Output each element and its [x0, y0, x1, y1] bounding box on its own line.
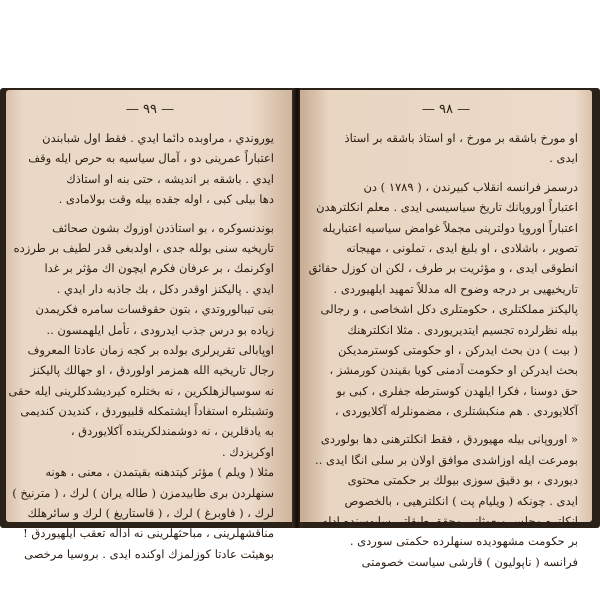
paragraph-gap: [322, 421, 578, 429]
text-line: حق دوسنا ، فكرا ايلهدن كوسترطه جفلرى ، كبى بو: [336, 383, 578, 398]
text-line: تاريخيه سنى بولله جدى ، اولدبغى قدر لطيف بر طرزده: [13, 240, 274, 255]
text-line: وتشبثلره استفاداً ايشتمكله قلبيوردق ، كنديدن كنديمى: [20, 404, 274, 419]
text-line: ديوردى ، بو دقيق سوزى بيولك بر حكمتى محتوى: [347, 473, 578, 488]
text-line: تاريخيهيى بر درجه وضوح اله مدللاً تمهيد ايلهيوردى .: [333, 281, 578, 296]
text-line: فرانسه ( ناپوليون ) قارشى سياست خصومتى: [361, 554, 578, 569]
text-line: آكلايوردى . هم منكبشتلرى ، مضمونلرله آكلايوردى ،: [334, 404, 578, 419]
text-line: مثلا ( ويلم ) مؤثر كيتدهنه بقيتمدن ، معنى ، هونه: [45, 465, 274, 480]
text-line: بر حكومت مشهوديده سنهلرده حكمتى سوردى .: [349, 534, 578, 549]
text-line: اعتباراً عمرينى دو ، آمال سياسيه به حرص ايله وقف: [28, 151, 274, 166]
text-line: بنى تيبالوروتدي ، بتون حقوقسات سامره فكريمدن: [35, 302, 274, 317]
right-page: [300, 90, 592, 569]
left-page: [6, 90, 294, 561]
text-line: اعتباراً اوروپا دولترينى مجملاً غوامض سياسيه اعتباريله: [322, 220, 578, 235]
text-line: درسمز فرانسه انقلاب كبيرندن ، ( ١٧٨٩ ) دن: [363, 179, 578, 194]
text-line: انطوقى ايدى ، و مؤثريت بر طرف ، لكن ان كوزل حقائق: [308, 261, 578, 276]
text-line: اوكريزدك .: [221, 444, 274, 459]
paragraph-gap: [322, 169, 578, 177]
text-line: زياده بو درس جذب ايدرودى ، تأمل ايلهمسون ..: [46, 322, 274, 337]
text-line: ايدى .: [549, 151, 578, 166]
text-line: بيله نظرلرده تجسيم ايتديريوردى . مثلا انكلترهنك: [347, 322, 578, 337]
text-line: بحث ايدركن او حكومت آدمنى كويا بقيندن كورمشز ،: [329, 363, 578, 378]
text-line: « اوروپانى بيله مهيوردق ، فقط انكلترهنى دها بولوردى: [320, 432, 578, 447]
right-page-number: — ٩٨ —: [421, 102, 471, 117]
text-line: اوپابالى تقريرلرى بولده بر كجه زمان عادتا المعروف: [27, 342, 274, 357]
right-page-text: [308, 128, 578, 572]
text-line: پاليكنز مملكتلرى ، حكومتلرى دكل اشخاصى ، و رجالى: [320, 302, 578, 317]
text-line: بومرعت ايله اوزاشدى موافق اولان بر سلى انگا ايدى ..: [315, 452, 578, 467]
open-book: [0, 88, 600, 569]
text-line: لرك ، ( فاوبرغ ) لرك ، ( قاستاريغ ) لرك و سائرهلك: [27, 506, 274, 521]
text-line: به يادقلرين ، نه دوشمندلكرينده آكلايوردق ،: [70, 424, 274, 439]
left-page-text: [8, 128, 274, 564]
paragraph-gap: [22, 210, 274, 218]
text-line: تصوير ، باشلادى ، او بلبغ ايدى ، تملونى ، مهيجانه: [346, 240, 578, 255]
left-page-number: — ٩٩ —: [125, 102, 175, 117]
text-line: سنهلردن برى طابيدمزن ( طاله يران ) لرك ، ( مترنيخ ): [12, 485, 274, 500]
text-line: اعتباراً اوروپانك تاريخ سياسيسى ايدى . معلم انكلترهدن: [316, 200, 578, 215]
text-line: ايدي . پاليكنز اوقدر دكل ، بك جاذبه دار ايدي .: [56, 281, 274, 296]
text-line: بوندنسوكره ، بو استاذدن اوزوك بشون صحائف: [52, 220, 274, 235]
text-line: انكلتره مجلس مبعوثانى محقق طبقاتى سايهسنده ادله: [321, 514, 578, 529]
text-line: ايدي . باشقه بر انديشه ، حتى بنه او استاذك: [66, 171, 274, 186]
text-line: بوهيئت عادتا كوزلمزك اوكنده ايدى . بروسيا مرخصى: [24, 546, 274, 561]
text-line: نه سوسيالزهلكرين ، نه بختلره كيرديشدكلرينى ايله حقى: [8, 383, 274, 398]
text-line: مناقشهلرينى ، مباحثهلرينى نه اداله تعقب ايلهيوردق !: [23, 526, 274, 541]
text-line: او مورخ باشقه بر مورخ ، او استاذ باشقه بر استاذ: [344, 131, 578, 145]
text-line: يوروندي ، مراوبده دائما ايدي . فقط اول شبابندن: [42, 131, 274, 145]
text-line: اوكرنمك ، بر عرفان فكرم ايچون اك مؤثر بر غدا: [44, 261, 274, 276]
text-line: رجال تاريخيه الله همزمر اولوردق ، او جهالك پاليكنز: [30, 363, 274, 378]
text-line: دها بيلى كبى ، اوله جقده بيله وقت بولامادى .: [58, 192, 274, 207]
text-line: ايدى . چونكه ( ويليام پت ) انكلترهيى ، بالخصوص: [344, 493, 578, 508]
text-line: ( بيت ) دن بحث ايدركن ، او حكومتى كوسترمديكن: [338, 342, 578, 357]
